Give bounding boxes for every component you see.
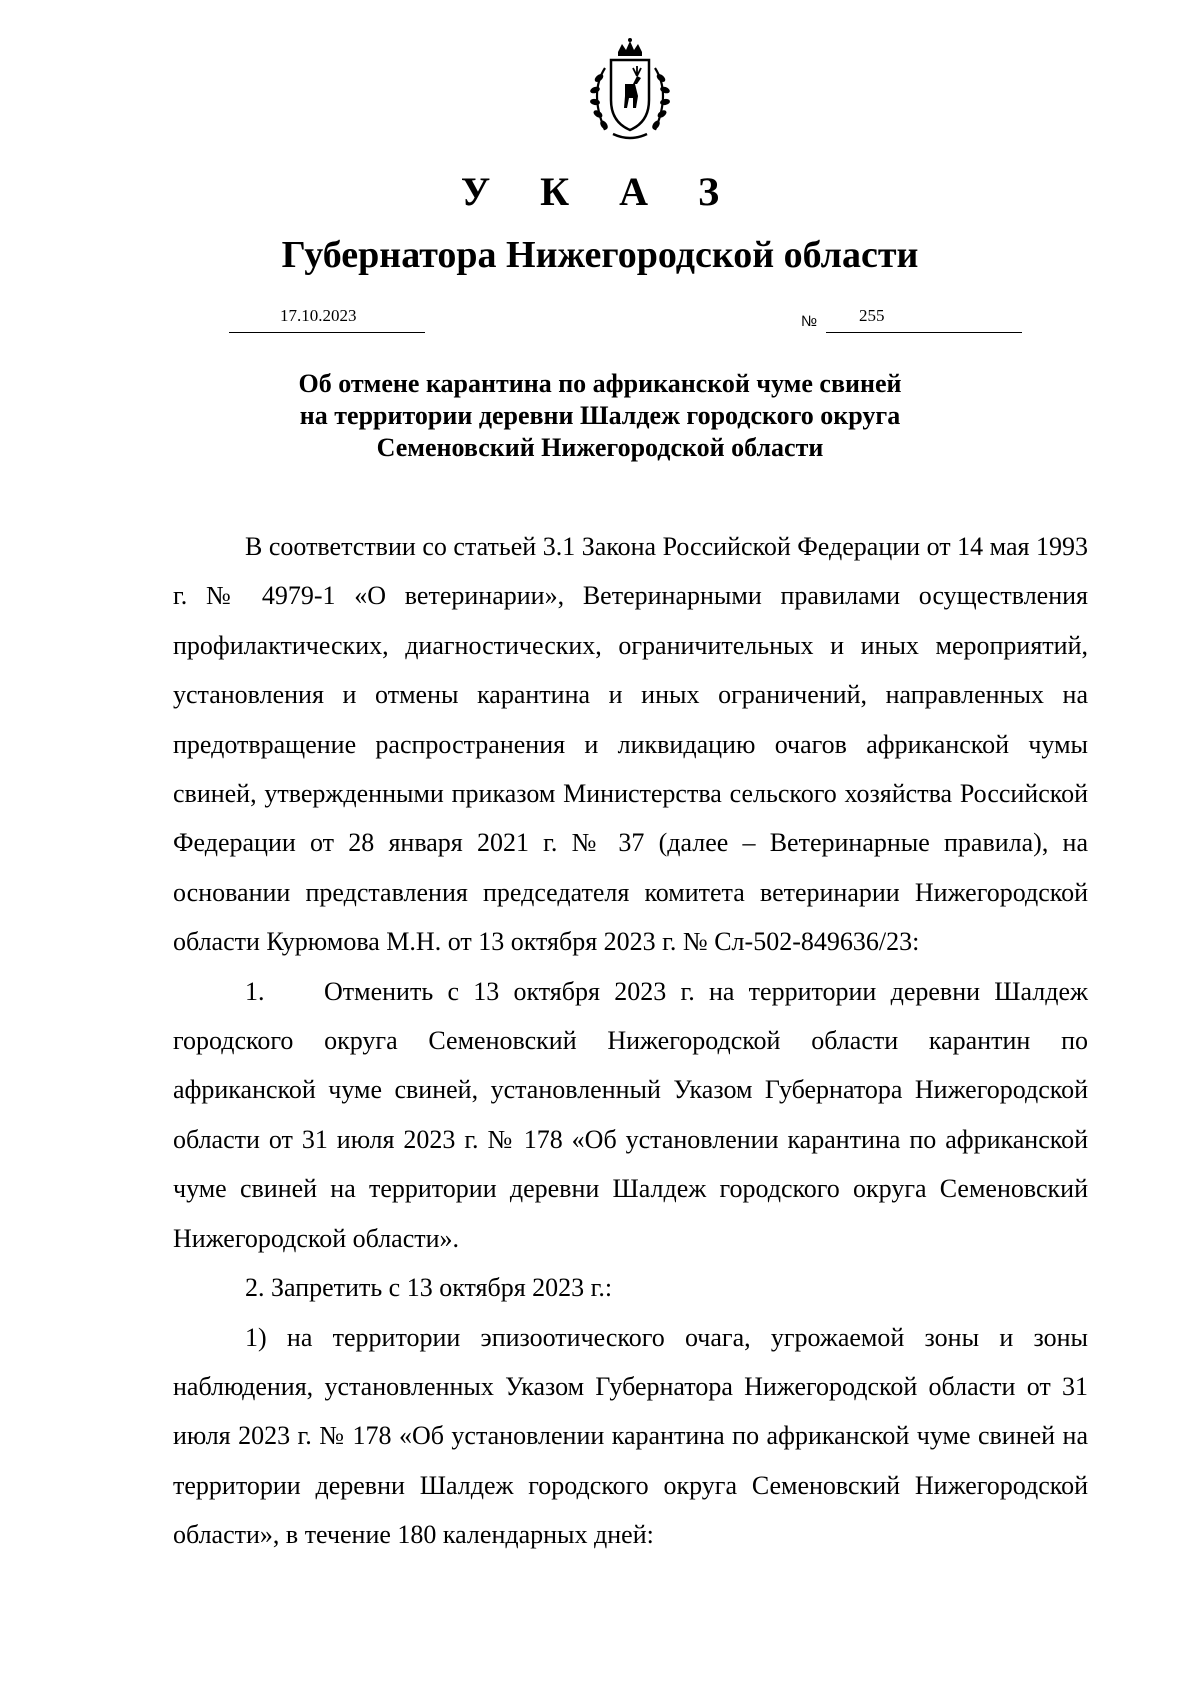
issuing-authority: Губернатора Нижегородской области [281, 234, 919, 276]
coat-of-arms-icon [575, 38, 685, 148]
document-body [173, 522, 1088, 1560]
item-1-paragraph [173, 967, 1088, 1263]
number-label: № [801, 313, 818, 330]
heading-line: на территории деревни Шалдеж городского округа [299, 401, 901, 430]
document-number: 255 [859, 306, 885, 325]
item-2-paragraph: 2. Запретить с 13 октября 2023 г.: [245, 1273, 613, 1303]
item-2-1-paragraph: 1) на территории эпизоотического очага, угрожаемой зоны и зоны наблюдения, установленных Указом Губернатора Нижегородской области от 31 июля 2023 г. № 178 «Об установлении карантина по африканской чуме свиней на территории деревни Шалдеж городского округа Семеновский Нижегородской области», в течение 180 календарных дней: [173, 1322, 1088, 1550]
date-field [229, 304, 425, 333]
item-1-text: Отменить с 13 октября 2023 г. на территории деревни Шалдеж городского округа Семеновский Нижегородской области карантин по африканской чуме свиней, установленный Указом Губернатора Нижегородской области от 31 июля 2023 г. № 178 «Об установлении карантина по африканской чуме свиней на территории деревни Шалдеж городского округа Семеновский Нижегородской области». [173, 976, 1088, 1253]
number-field [826, 304, 1022, 333]
document-date: 17.10.2023 [280, 306, 357, 325]
heading-line: Семеновский Нижегородской области [376, 433, 824, 462]
heading-line: Об отмене карантина по африканской чуме свиней [298, 369, 902, 398]
document-type-title: У К А З [460, 169, 740, 214]
document-heading [0, 368, 1200, 464]
preamble-paragraph: В соответствии со статьей 3.1 Закона Российской Федерации от 14 мая 1993 г. № 4979-1 «О ветеринарии», Ветеринарными правилами осуществления профилактических, диагностических, ограничительных и иных мероприятий, установления и отмены карантина и иных ограничений, направленных на предотвращение распространения и ликвидацию очагов африканской чумы свиней, утвержденными приказом Министерства сельского хозяйства Российской Федерации от 28 января 2021 г. № 37 (далее – Ветеринарные правила), на основании представления председателя комитета ветеринарии Нижегородской области Курюмова М.Н. от 13 октября 2023 г. № Сл-502-849636/23: [173, 532, 1088, 957]
item-1-number: 1. [245, 976, 265, 1006]
